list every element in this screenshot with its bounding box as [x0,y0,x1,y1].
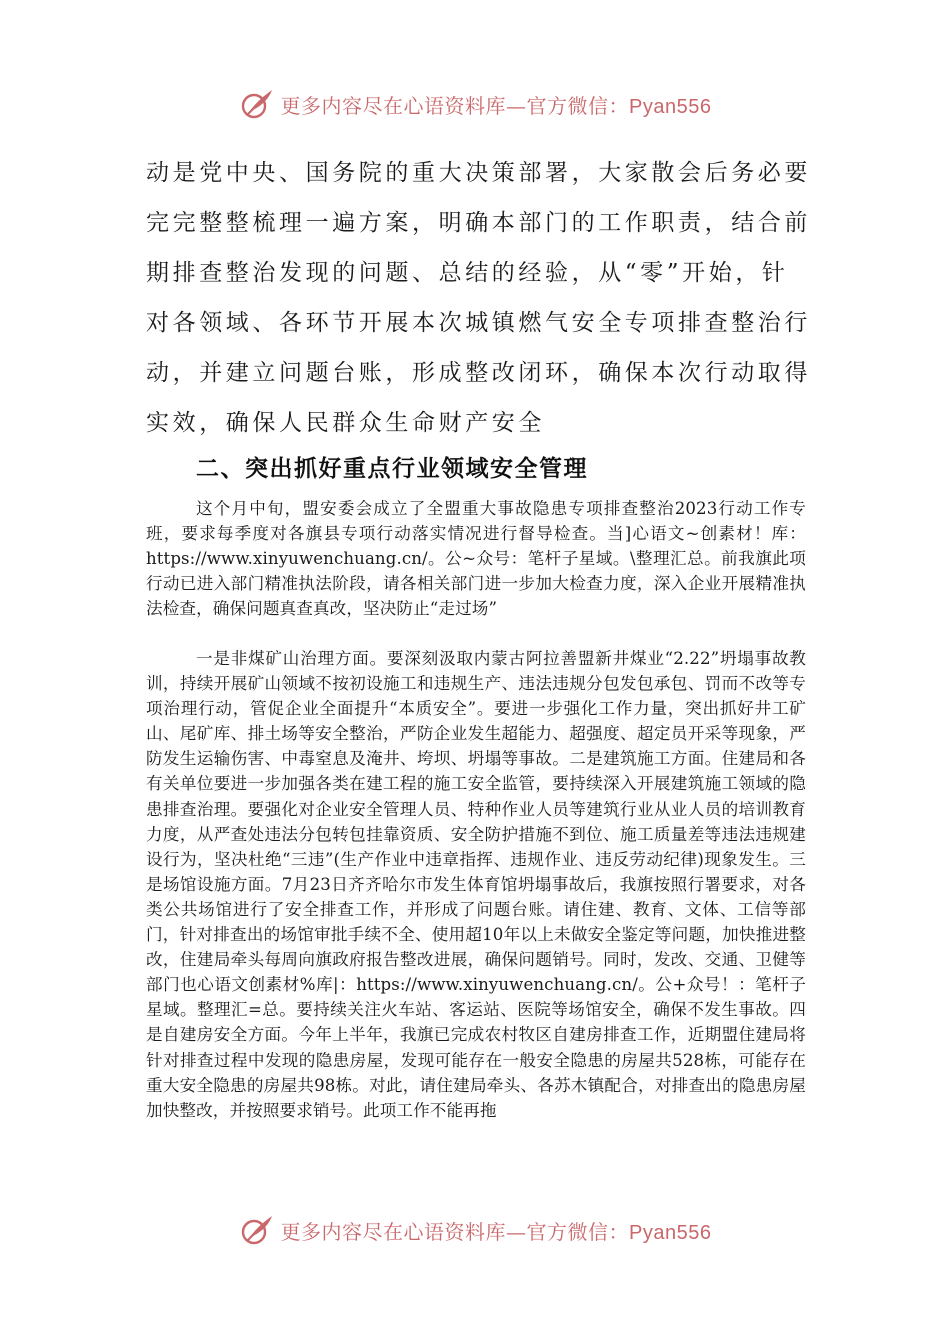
intro-line-3: 期排查整治发现的问题、总结的经验，从“零”开始，针 [146,260,789,286]
banner-wechat-id: Pyan556 [629,1221,712,1244]
banner-text: 更多内容尽在心语资料库—官方微信：Pyan556 [280,1219,712,1244]
quill-logo-icon [239,1212,275,1248]
footer-watermark-banner [0,1210,950,1250]
intro-line-2: 完完整整梳理一遍方案，明确本部门的工作职责，结合前 [146,210,811,236]
header-watermark-banner [0,84,950,124]
quill-logo-icon [239,86,275,122]
banner-text: 更多内容尽在心语资料库—官方微信：Pyan556 [280,93,712,118]
body-paragraph-2: 一是非煤矿山治理方面。要深刻汲取内蒙古阿拉善盟新井煤业“2.22”坍塌事故教训，持续开展矿山领域不按初设施工和违规生产、违法违规分包发包承包、罚而不改等专项治理行动，管促企业全面提升“本质安全”。要进一步强化工作力量，突出抓好井工矿山、尾矿库、排土场等安全整治，严防企业发生超能力、超强度、超定员开采等现象，严防发生运输伤害、中毒窒息及淹井、垮坝、坍塌等事故。二是建筑施工方面。住建局和各有关单位要进一步加强各类在建工程的施工安全监管，要持续深入开展建筑施工领域的隐患排查治理。要强化对企业安全管理人员、特种作业人员等建筑行业从业人员的培训教育力度，从严查处违法分包转包挂靠资质、安全防护措施不到位、施工质量差等违法违规建设行为，坚决杜绝“三违”(生产作业中违章指挥、违规作业、违反劳动纪律)现象发生。三是场馆设施方面。7月23日齐齐哈尔市发生体育馆坍塌事故后，我旗按照行署要求，对各类公共场馆进行了安全排查工作，并形成了问题台账。请住建、教育、文体、工信等部门，针对排查出的场馆审批手续不全、使用超10年以上未做安全鉴定等问题，加快推进整改，住建局牵头每周向旗政府报告整改进展，确保问题销号。同时，发改、交通、卫健等部门也心语文创素材%库|：https://www.xinyuwenchuang.cn/。公+众号！：笔杆子星域。整理汇=总。要持续关注火车站、客运站、医院等场馆安全，确保不发生事故。四是自建房安全方面。今年上半年，我旗已完成农村牧区自建房排查工作，近期盟住建局将针对排查过程中发现的隐患房屋，发现可能存在一般安全隐患的房屋共528栋，可能存在重大安全隐患的房屋共98栋。对此，请住建局牵头、各苏木镇配合，对排查出的隐患房屋加快整改，并按照要求销号。此项工作不能再拖 [146,649,806,1120]
intro-line-1: 动是党中央、国务院的重大决策部署，大家散会后务必要 [146,160,811,186]
intro-line-4: 对各领域、各环节开展本次城镇燃气安全专项排查整治行 [146,310,811,336]
banner-wechat-id: Pyan556 [629,95,712,118]
body-paragraph-1: 这个月中旬，盟安委会成立了全盟重大事故隐患专项排查整治2023行动工作专班，要求每季度对各旗县专项行动落实情况进行督导检查。当]心语文~创素材！库：https://www.xinyuwenchuang.cn/。公~众号：笔杆子星域。\整理汇总。前我旗此项行动已进入部门精准执法阶段，请各相关部门进一步加大检查力度，深入企业开展精准执法检查，确保问题真查真改，坚决防止“走过场” [146,499,806,619]
intro-line-6: 实效，确保人民群众生命财产安全 [146,410,545,436]
intro-line-5: 动，并建立问题台账，形成整改闭环，确保本次行动取得 [146,360,811,386]
section-heading: 二、突出抓好重点行业领域安全管理 [196,455,588,482]
